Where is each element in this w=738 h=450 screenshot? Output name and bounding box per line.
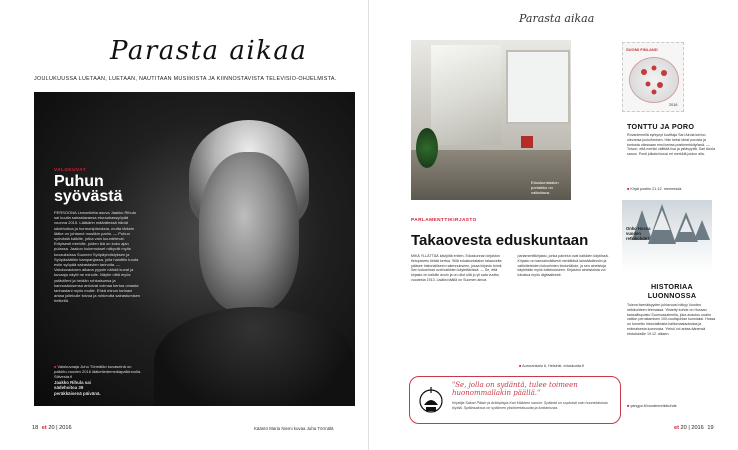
header-script: Parasta aikaa (519, 12, 595, 25)
article-link-right: ■ Aurorankatu 6, Helsinki. eduskunta.fi (519, 364, 584, 368)
article-kicker: VALOKUVAT (54, 167, 87, 172)
credits-line: Kääntö Maria Niemi kuvaa Juha Törmälä (254, 426, 334, 431)
winter-photo-caption: Onko Hossa vuoden retkikohde? (626, 226, 651, 241)
window-light (506, 50, 570, 124)
portrait-photo (34, 92, 355, 406)
section-subtitle: JOULUKUUSSA LUETAAN, LUETAAN, NAUTITAAN MUSIIKISTA JA KIINNOSTAVISTA TELEVISIO-OHJELMISTA. (34, 76, 337, 82)
article-body: PERSOONA Lewonlietta asuva Jaakko Rihula sai kuulla sairastavansa eturauhassyöpää vuonna 2015. Lääkärin määrätessä häntä sädehoitoa ja hormonipistoksia, mutta tärkein lääke on johtanut musiikin pariin. — Puhun syövästä kaikille, jotka vain kuuntelevat. Erityisesti miehille, joiden ikä on koko ajan pulassa. Jaakon kokemukset näkyvät myös kuvauksissa Suomen Syöpäyhdistyksen ja Syöpäsäätiön kampanjassa, jolla haluttiin tuoda esiin syöpää sairastavien tarinoita. — Valokuvauksen aikana pyysin nähdä kuvat ja kuvaaja näytti ne minulle. Näytin niitä myös ystävilleni ja heidän rohkaisunsa ja kannustuksensa antoivat voimaa kertoa omasta tarinastani myös muille. Ehkä minun tarinani antaa jollekulle toivoa ja rohkeutta sairastumisen hetkellä. (54, 210, 141, 304)
sidebar-link-1: ■ Kirjat postiin 21.12. mennessä. (627, 187, 683, 191)
right-page (369, 0, 738, 450)
portrait-caption: Jaakko Rihula sai sädehoitoa 39 peräkkäisenä päivänä. (54, 380, 101, 396)
stair-rail (431, 45, 501, 145)
chair-red (521, 136, 533, 148)
article-headline-right: Takaovesta eduskuntaan (411, 232, 589, 249)
quote-text: "Se, jolla on sydäntä, tulee toimeen huonommallakin päällä." (452, 381, 578, 397)
cake-icon (418, 385, 444, 415)
winter-forest-photo (622, 200, 712, 272)
section-title-script: Parasta aikaa (110, 36, 308, 66)
bullet-icon: ■ (627, 404, 631, 408)
photo-credit: ■ Valokuvaaja Juho Törmälän kuvaseinä on palkittu vuoden 2016 lääketiedemediapalkinnolla. Stiivesta.fi (54, 364, 142, 380)
sidebar-title-1: TONTTU JA PORO (627, 122, 695, 131)
stamp-art (629, 57, 679, 103)
quote-box (409, 376, 621, 424)
interior-photo (411, 40, 571, 200)
stamp-year: 2016 (669, 103, 678, 107)
stamp-country: SUOMI FINLAND (626, 47, 658, 52)
bullet-icon: ■ (519, 364, 523, 368)
magazine-logo: et (41, 425, 47, 431)
issue-number: 20 | 2016 (48, 425, 72, 431)
magazine-logo: et (674, 425, 679, 431)
sidebar-body-2: Tuleva itsenäisyyden juhlavuosi näkyy Vuoden retkikohteen teemassa. Ylistetty kohde on Hossan kansallispuisto Suomussalmella, joka avautuu uuden valtion perustamisen 100-vuotisjuhlan kunniaksi. Hossa on tunnettu historiallisista kalliomaalauksista ja erämaisesta luonnosta. Yleisö voi antaa äänensä ehdotuksille 19.12. alkaen. (627, 303, 716, 336)
bullet-icon: ■ (54, 364, 58, 369)
sidebar-body-1: Rovaniemellä syntynyt kuvittaja Sari Airola kertoo olevansa jouluihminen. Hän keksi ideat porosta ja tontusta ollessaan ensi kertaa postimerkkityössä. — Toivon, että merkki välittää iloa ja ystävyyttä, Sari Airola sanoo. Posti julkaisi kuusi eri merkkiä joulun alla. (627, 133, 716, 157)
page-number: 19 (707, 425, 714, 431)
portrait-shoulders (154, 307, 354, 406)
quote-note: Kirjailija Sakari Pälsin ja Arkkipiispa Kari Mäkisen sanoin: Sydäntä on sopivasti vain huonekaluista löytää. Sydänsairaus on sydämen yksinkertaisuutta ja luottamusta. (452, 401, 608, 410)
photo-caption: Eduskuntatalon portaikko on vaikuttava. (531, 180, 559, 195)
article-body-right: MIKÄ YLLÄTTÄÄ kävijöitä eniten, Eduskunnan kirjaston tietopalvelu tietää kertoa. Sillä eduskuntatalon takaovelta pääsee historialliseen rakennukseen, jossa kirjasto toimii. Sen kokoelmat ovat kaikkien käytettävissä. — Se, että kirjasto on kaikille avoin ja on ollut sitä jo yli sata vuotta, vuodesta 1913. Lisäksi täällä on Suomen ainoa parlamenttikirjasto, jonka palvelut ovat kaikkien käytössä. Kirjasto on kansainvälisesti merkittävä lainsäädännön ja valtiotieteiden kokoelmien tiedonlähde, ja sen aineistoja käytetään myös tutkimukseen. Kirjaston aineistoista voi tutustua myös digitaalisesti. (411, 254, 609, 282)
page-number: 18 (32, 425, 39, 431)
article-kicker-right: PARLAMENTTIKIRJASTO (411, 218, 477, 223)
bullet-icon: ■ (627, 187, 631, 191)
article-headline: Puhun syövästä (54, 173, 123, 205)
sidebar-link-2: ■ yangpo.fi/vuodenretkikohde (627, 404, 677, 408)
folio-right (674, 425, 714, 431)
portrait-face (199, 152, 299, 312)
christmas-stamp (622, 42, 684, 112)
plant (416, 128, 438, 168)
folio-left (32, 425, 72, 431)
sidebar-title-2: HISTORIAA LUONNOSSA (647, 282, 697, 300)
issue-number: 20 | 2016 (680, 425, 704, 431)
